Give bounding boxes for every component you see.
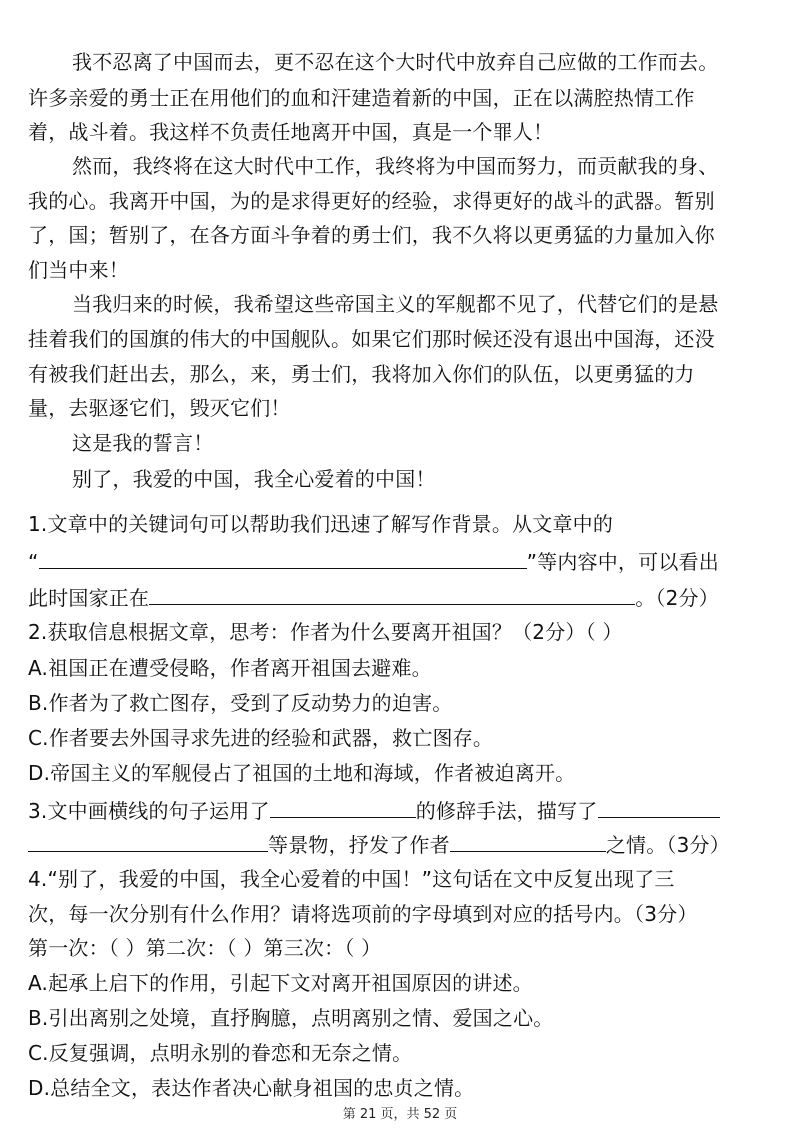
passage-p2-line3: 了，国；暂别了，在各方面斗争着的勇士们，我不久将以更勇猛的力量加入你 xyxy=(28,223,715,247)
passage-p4: 这是我的誓言！ xyxy=(72,431,214,455)
q3-line2-b: 之情。（3分） xyxy=(605,833,730,857)
q1-open-quote: “ xyxy=(28,550,39,574)
passage-p3-line4: 量，去驱逐它们，毁灭它们！ xyxy=(28,396,291,420)
passage-p1-line2: 许多亲爱的勇士正在用他们的血和汗建造着新的中国，正在以满腔热情工作 xyxy=(28,86,695,110)
q2-option-d: D.帝国主义的军舰侵占了祖国的土地和海域，作者被迫离开。 xyxy=(28,761,576,785)
q1-line3-end: 。（2分） xyxy=(635,586,719,610)
q4-stem-line2: 次，每一次分别有什么作用？请将选项前的字母填到对应的括号内。（3分） xyxy=(28,902,698,926)
q2-option-a: A.祖国正在遭受侵略，作者离开祖国去避难。 xyxy=(28,656,432,680)
q1-close-quote-text: ”等内容中，可以看出 xyxy=(526,550,719,574)
q1-stem-line1: 1.文章中的关键词句可以帮助我们迅速了解写作背景。从文章中的 xyxy=(28,512,614,536)
passage-p3-line1: 当我归来的时候，我希望这些帝国主义的军舰都不见了，代替它们的是悬 xyxy=(72,292,719,316)
q4-option-b: B.引出离别之处境，直抒胸臆，点明离别之情、爱国之心。 xyxy=(28,1006,554,1030)
q2-option-b: B.作者为了救亡图存，受到了反动势力的迫害。 xyxy=(28,691,453,715)
page-number-footer: 第 21 页，共 52 页 xyxy=(342,1107,458,1122)
q1-line3-start: 此时国家正在 xyxy=(28,586,150,610)
q1-line2 xyxy=(28,548,778,574)
q3-line1-b: 的修辞手法，描写了 xyxy=(415,799,598,823)
q3-line2 xyxy=(28,831,778,857)
passage-p1-line3: 着，战斗着。我这样不负责任地离开中国，真是一个罪人！ xyxy=(28,120,554,144)
q4-option-d: D.总结全文，表达作者决心献身祖国的忠贞之情。 xyxy=(28,1076,475,1100)
q3-blank-emotion[interactable] xyxy=(450,831,606,852)
q1-line3 xyxy=(28,584,778,610)
q3-blank-scenery-1[interactable] xyxy=(598,797,720,818)
passage-p2-line2: 我的心。我离开中国，为的是求得更好的经验，求得更好的战斗的武器。暂别 xyxy=(28,189,715,213)
q3-line2-a: 等景物，抒发了作者 xyxy=(268,833,450,857)
passage-p2-line4: 们当中来！ xyxy=(28,258,129,282)
q1-answer-blank-quote[interactable] xyxy=(39,548,527,569)
passage-p3-line2: 挂着我们的国旗的伟大的中国舰队。如果它们那时候还没有退出中国海，还没 xyxy=(28,327,715,351)
q3-blank-scenery-2[interactable] xyxy=(28,831,268,852)
passage-p1-line1: 我不忍离了中国而去，更不忍在这个大时代中放弃自己应做的工作而去。 xyxy=(72,50,719,74)
q3-blank-rhetoric[interactable] xyxy=(270,797,416,818)
q3-line1-a: 3.文中画横线的句子运用了 xyxy=(28,799,270,823)
q2-stem: 2.获取信息根据文章，思考：作者为什么要离开祖国？（2分）（ ） xyxy=(28,620,623,644)
q4-answer-slots: 第一次：（ ）第二次：（ ）第三次：（ ） xyxy=(28,936,382,960)
passage-p5: 别了，我爱的中国，我全心爱着的中国！ xyxy=(72,467,436,491)
q4-option-c: C.反复强调，点明永别的眷恋和无奈之情。 xyxy=(28,1041,413,1065)
passage-p3-line3: 有被我们赶出去，那么，来，勇士们，我将加入你们的队伍，以更勇猛的力 xyxy=(28,362,695,386)
q3-line1 xyxy=(28,797,778,823)
q4-stem-line1: 4.“别了，我爱的中国，我全心爱着的中国！”这句话在文中反复出现了三 xyxy=(28,867,675,891)
q1-answer-blank-state[interactable] xyxy=(149,584,635,605)
q4-option-a: A.起承上启下的作用，引起下文对离开祖国原因的讲述。 xyxy=(28,971,533,995)
q2-option-c: C.作者要去外国寻求先进的经验和武器，救亡图存。 xyxy=(28,726,494,750)
passage-p2-line1: 然而，我终将在这大时代中工作，我终将为中国而努力，而贡献我的身、 xyxy=(72,154,719,178)
